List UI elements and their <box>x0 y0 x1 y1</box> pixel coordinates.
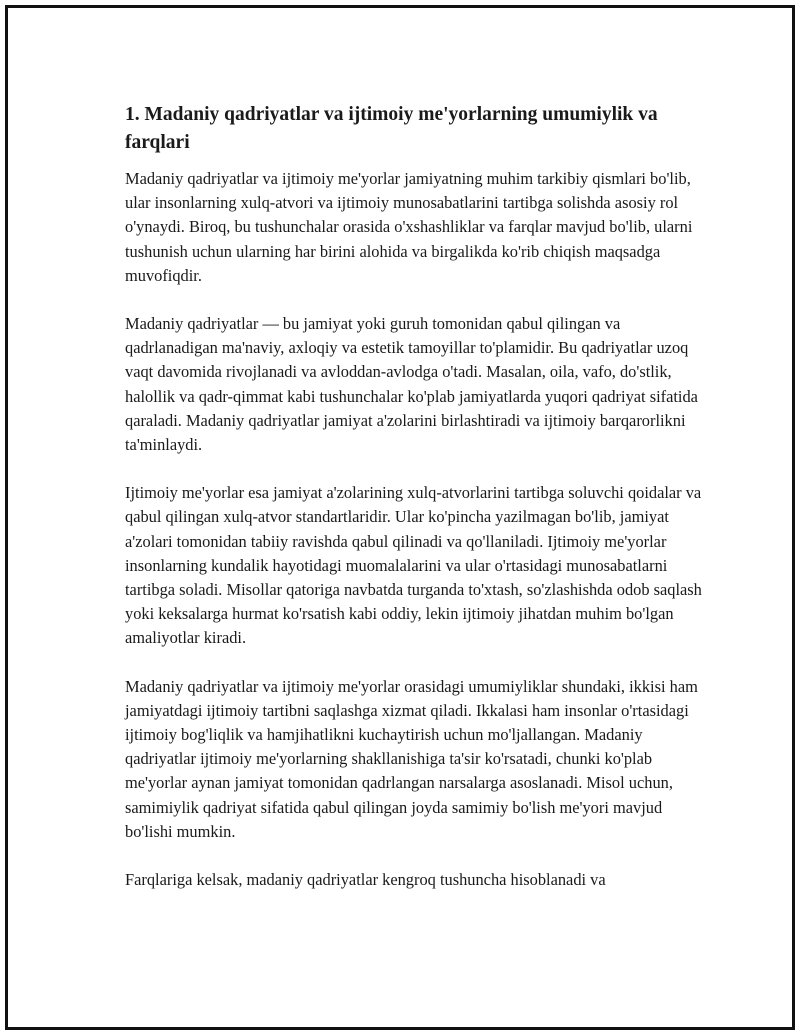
document-body <box>125 101 705 892</box>
page-frame <box>5 5 795 1030</box>
paragraph-1: Madaniy qadriyatlar va ijtimoiy me'yorlar jamiyatning muhim tarkibiy qismlari bo'lib, ular insonlarning xulq-atvori va ijtimoiy munosabatlarini tartibga solishda asosiy rol o'ynaydi. Biroq, bu tushunchalar orasida o'xshashliklar va farqlar mavjud bo'lib, ularni tushunish uchun ularning har birini alohida va birgalikda ko'rib chiqish maqsadga muvofiqdir. <box>125 169 693 285</box>
paragraph-3: Ijtimoiy me'yorlar esa jamiyat a'zolarining xulq-atvorlarini tartibga soluvchi qoidalar va qabul qilingan xulq-atvor standartlaridir. Ular ko'pincha yazilmagan bo'lib, jamiyat a'zolari tomonidan tabiiy ravishda qabul qilinadi va qo'llaniladi. Ijtimoiy me'yorlar insonlarning kundalik hayotidagi muomalalarini va ular o'rtasidagi munosabatlarni tartibga soladi. Misollar qatoriga navbatda turganda to'xtash, so'zlashishda odob saqlash yoki keksalarga hurmat ko'rsatish kabi oddiy, lekin ijtimoiy jihatdan muhim bo'lgan amaliyotlar kiradi. <box>125 483 702 648</box>
paragraph-2: Madaniy qadriyatlar — bu jamiyat yoki guruh tomonidan qabul qilingan va qadrlanadigan ma'naviy, axloqiy va estetik tamoyillar to'plamidir. Bu qadriyatlar uzoq vaqt davomida rivojlanadi va avloddan-avlodga o'tadi. Masalan, oila, vafo, do'stlik, halollik va qadr-qimmat kabi tushunchalar ko'plab jamiyatlarda yuqori qadriyat sifatida qaraladi. Madaniy qadriyatlar jamiyat a'zolarini birlashtiradi va ijtimoiy barqarorlikni ta'minlaydi. <box>125 314 698 455</box>
section-heading: 1. Madaniy qadriyatlar va ijtimoiy me'yorlarning umumiylik va farqlari <box>125 104 658 153</box>
paragraph-4: Madaniy qadriyatlar va ijtimoiy me'yorlar orasidagi umumiyliklar shundaki, ikkisi ham jamiyatdagi ijtimoiy tartibni saqlashga xizmat qiladi. Ikkalasi ham insonlar o'rtasidagi ijtimoiy bog'liqlik va hamjihatlikni kuchaytirish uchun mo'ljallangan. Madaniy qadriyatlar ijtimoiy me'yorlarning shakllanishiga ta'sir ko'rsatadi, chunki ko'plab me'yorlar aynan jamiyat tomonidan qadrlangan narsalarga asoslanadi. Misol uchun, samimiylik qadriyat sifatida qabul qilingan joyda samimiy bo'lish me'yori mavjud bo'lishi mumkin. <box>125 676 698 841</box>
paragraph-5: Farqlariga kelsak, madaniy qadriyatlar kengroq tushuncha hisoblanadi va <box>125 870 606 890</box>
